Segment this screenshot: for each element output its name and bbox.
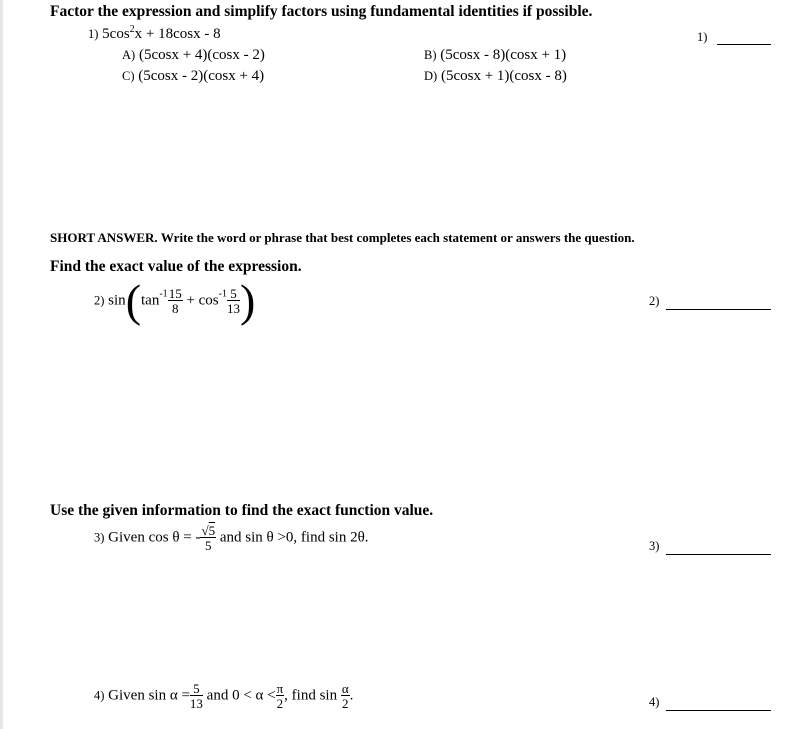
answer-2-label: 2) [649, 294, 660, 308]
choice-c-label: C) [122, 69, 135, 83]
short-answer-header [50, 230, 635, 246]
choice-d [424, 68, 567, 85]
question-4-text-a: Given sin α = [108, 687, 190, 704]
choice-a-label: A) [122, 48, 136, 62]
choice-b-text: (5cosx - 8)(cosx + 1) [440, 47, 567, 63]
short-answer-instructions: Write the word or phrase that best completes each statement or answers the question. [160, 230, 635, 245]
question-4 [94, 682, 353, 710]
choice-b [424, 47, 566, 64]
choice-d-text: (5cosx + 1)(cosx - 8) [440, 68, 567, 84]
answer-2-line[interactable] [666, 309, 771, 310]
answer-1-line[interactable] [717, 44, 771, 45]
question-2-sin: sin [108, 292, 126, 309]
alpha-den: 2 [342, 696, 349, 711]
answer-3-line[interactable] [666, 554, 771, 555]
question-4-number: 4) [94, 688, 105, 703]
choice-c [122, 68, 264, 85]
short-answer-label: SHORT ANSWER. [50, 230, 158, 245]
sqrt-5: √5 [201, 523, 216, 538]
fraction-alpha-2 [341, 682, 350, 710]
frac2-den: 13 [227, 301, 240, 316]
question-4-text-c: , find sin [284, 687, 338, 704]
choice-a [122, 47, 265, 64]
sqrt-den: 5 [205, 538, 212, 553]
answer-4-label: 4) [649, 695, 660, 709]
question-1-expr-b: x + 18cosx - 8 [134, 26, 221, 42]
section3-subheader: Use the given information to find the exact function value. [50, 502, 434, 519]
frac1-num: 15 [168, 286, 182, 301]
question-2-inv1: -1 [159, 288, 168, 300]
question-4-text-d: . [349, 687, 354, 704]
section2-subheader: Find the exact value of the expression. [50, 258, 302, 275]
question-3 [94, 524, 369, 552]
alpha-num: α [341, 681, 349, 696]
choice-b-label: B) [424, 48, 437, 62]
question-4-text-b: and 0 < α < [206, 687, 276, 704]
fraction-5-13-q4 [190, 682, 203, 710]
question-2-number: 2) [94, 293, 105, 308]
q4-frac-num: 5 [190, 682, 203, 696]
page-edge [0, 0, 3, 729]
choice-a-text: (5cosx + 4)(cosx - 2) [138, 47, 265, 63]
fraction-pi-2 [276, 682, 285, 710]
question-1-expr-sup: 2 [129, 24, 135, 35]
choice-d-label: D) [424, 69, 438, 83]
frac2-num: 5 [227, 287, 240, 301]
answer-3-label: 3) [649, 539, 660, 553]
question-1-number: 1) [88, 27, 99, 41]
frac1-den: 8 [171, 301, 179, 316]
question-2-inv2: -1 [218, 288, 227, 300]
pi-num: π [276, 681, 284, 696]
section1-header: Factor the expression and simplify factors using fundamental identities if possible. [50, 3, 593, 20]
question-1-expr-a: 5cos [102, 26, 130, 42]
question-1 [88, 24, 221, 43]
sqrt-radicand: 5 [208, 523, 216, 538]
left-paren: ( [125, 275, 142, 326]
answer-4-line[interactable] [666, 710, 771, 711]
fraction-5-13 [227, 287, 240, 315]
question-2 [94, 275, 256, 328]
question-3-number: 3) [94, 530, 105, 545]
question-3-text-a: Given cos θ = - [108, 529, 201, 546]
q4-frac-den: 13 [189, 696, 203, 711]
pi-den: 2 [276, 696, 284, 711]
choice-c-text: (5cosx - 2)(cosx + 4) [138, 68, 265, 84]
question-2-plus-cos: + cos [186, 292, 219, 309]
fraction-15-8 [168, 287, 183, 315]
fraction-sqrt5-5 [200, 524, 216, 552]
question-3-text-b: and sin θ >0, find sin 2θ. [219, 529, 369, 546]
question-2-tan: tan [141, 292, 160, 309]
right-paren: ) [240, 275, 256, 326]
answer-1-label: 1) [697, 30, 708, 44]
